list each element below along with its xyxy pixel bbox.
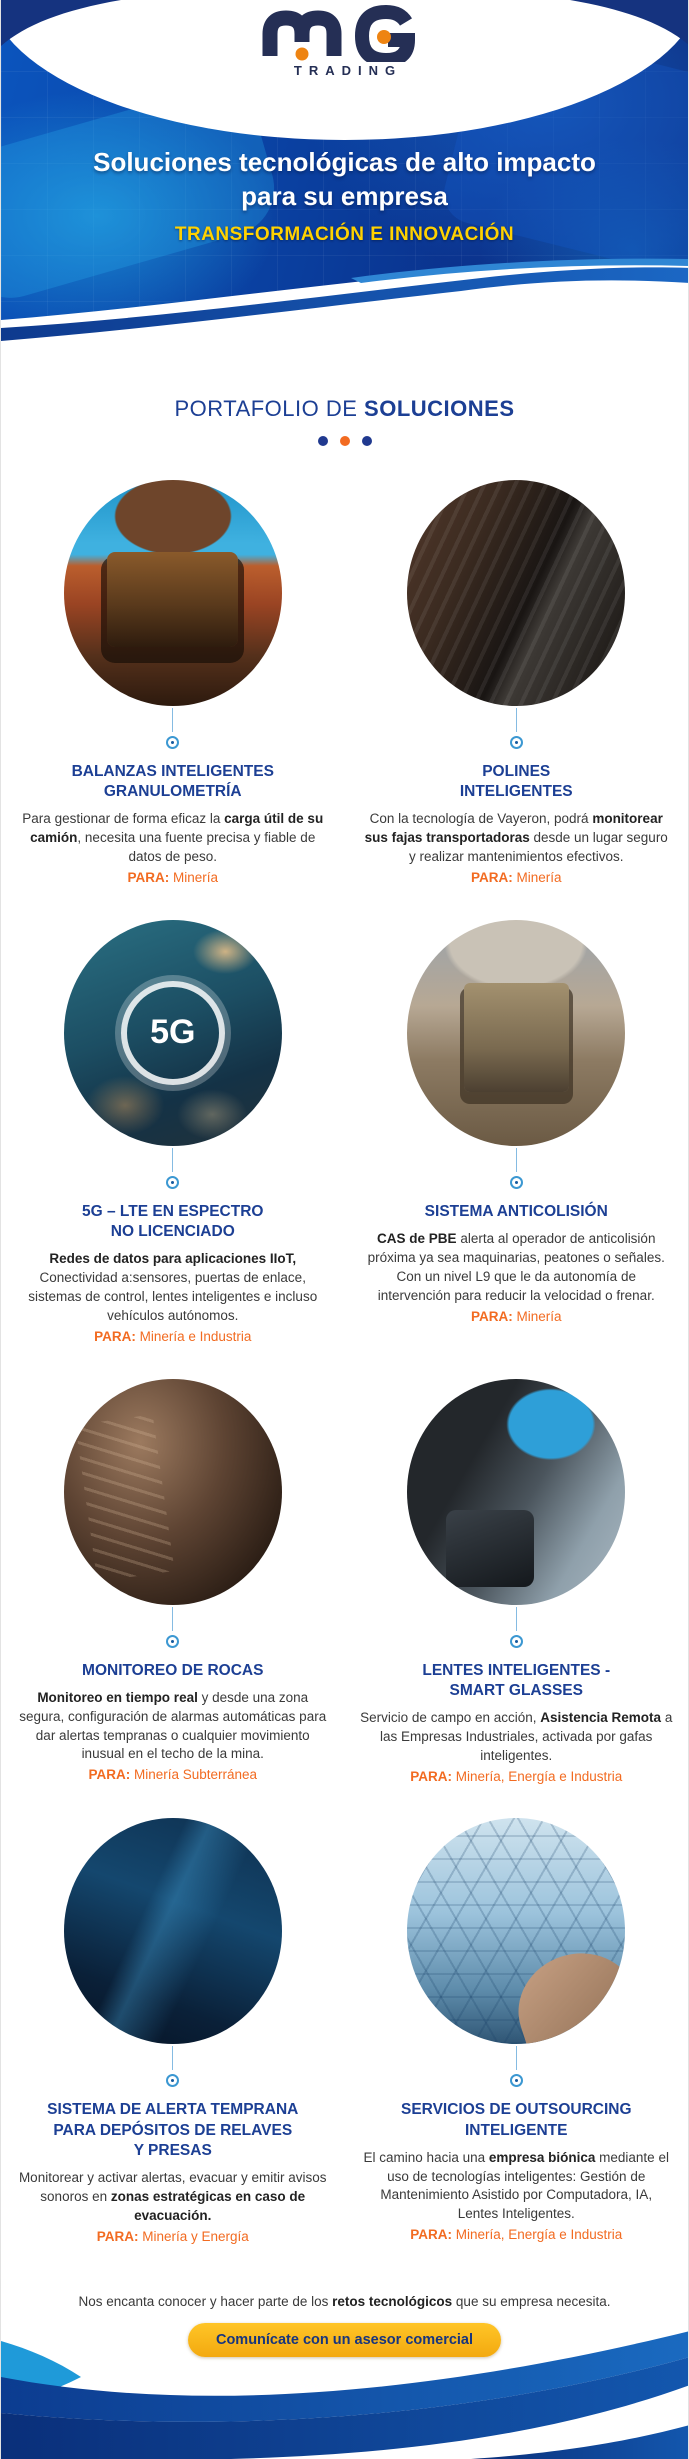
solution-title: MONITOREO DE ROCAS <box>82 1661 264 1679</box>
mining-truck-dust-photo <box>407 920 625 1146</box>
connector-line <box>172 1607 173 1631</box>
hero-title-line1: Soluciones tecnológicas de alto impacto <box>93 147 596 177</box>
connector-line <box>172 1148 173 1172</box>
solution-card <box>345 1818 689 2264</box>
solution-target <box>360 2226 674 2245</box>
para-value: Minería, Energía e Industria <box>455 1768 623 1784</box>
solution-card <box>345 480 689 906</box>
connector-dot-icon <box>166 736 179 749</box>
connector-dot-icon <box>166 2074 179 2087</box>
hero-bottom-wave <box>1 256 688 348</box>
para-value: Minería y Energía <box>142 2228 249 2244</box>
portfolio-heading <box>1 396 688 422</box>
footer <box>1 2288 688 2459</box>
solution-description: Para gestionar de forma eficaz la carga útil de su camión, necesita una fuente precisa y fiable de datos de peso. <box>22 811 324 865</box>
solution-target <box>360 1768 674 1787</box>
hero-content <box>1 146 688 246</box>
dot-icon <box>318 436 328 446</box>
hero-banner <box>1 0 688 348</box>
solution-description: Servicio de campo en acción, Asistencia Remota a las Empresas Industriales, activada por gafas inteligentes. <box>360 1709 673 1763</box>
connector-line <box>516 1607 517 1631</box>
solution-title: SERVICIOS DE OUTSOURCING INTELIGENTE <box>400 2101 632 2139</box>
para-label: PARA: <box>94 1328 136 1344</box>
para-label: PARA: <box>470 1308 513 1324</box>
solution-description: Monitorear y activar alertas, evacuar y emitir avisos sonoros en zonas estratégicas en caso de evacuación. <box>18 2169 327 2223</box>
connector-dot-icon <box>166 1176 179 1189</box>
heading-dots <box>1 436 688 446</box>
para-label: PARA: <box>88 1767 131 1783</box>
solution-title: POLINES INTELIGENTES <box>459 763 573 801</box>
solutions-grid <box>1 452 688 2274</box>
solution-card <box>345 1379 689 1805</box>
connector-dot-icon <box>166 1635 179 1648</box>
connector-line <box>172 708 173 732</box>
solution-card <box>1 1818 345 2264</box>
solution-title: SISTEMA ANTICOLISIÓN <box>424 1202 608 1220</box>
solution-card <box>1 920 345 1365</box>
dot-icon <box>362 436 372 446</box>
para-label: PARA: <box>127 869 170 885</box>
solution-card <box>1 480 345 906</box>
connector-line <box>516 2046 517 2070</box>
hex-tech-photo <box>407 1818 625 2044</box>
hero-title-line2: para su empresa <box>241 180 448 211</box>
connector-line <box>172 2046 173 2070</box>
smart-glasses-photo <box>407 1379 625 1605</box>
portfolio-section <box>1 348 688 2274</box>
solution-target <box>16 1766 330 1785</box>
portfolio-heading-bold: SOLUCIONES <box>364 396 515 421</box>
solution-card <box>1 1379 345 1805</box>
solution-description: CAS de PBE alerta al operador de anticolisión próxima ya sea maquinarias, peatones o señales. Con un nivel L9 que le da autonomía de intervención para reducir la velocidad o frenar. <box>367 1230 665 1303</box>
mine-tunnel-photo <box>64 1379 282 1605</box>
contact-advisor-button[interactable]: Comunícate con un asesor comercial <box>188 2323 501 2357</box>
conveyor-belt-photo <box>407 480 625 706</box>
solution-target <box>16 2228 330 2247</box>
solution-description: Monitoreo en tiempo real y desde una zona segura, configuración de alarmas automáticas para dar alertas tempranas o cualquier movimiento inusual en el techo de la mina. <box>19 1689 327 1762</box>
para-value: Minería <box>516 1308 562 1324</box>
solution-target <box>16 1328 330 1347</box>
solution-title: SISTEMA DE ALERTA TEMPRANA PARA DEPÓSITOS DE RELAVES Y PRESAS <box>47 2101 299 2159</box>
solution-target <box>360 869 674 888</box>
solution-description: El camino hacia una empresa biónica mediante el uso de tecnologías inteligentes: Gestión de Mantenimiento Asistido por Computadora, IA, Lentes Inteligentes. <box>363 2149 669 2222</box>
para-label: PARA: <box>410 1768 452 1784</box>
connector-dot-icon <box>510 2074 523 2087</box>
connector-line <box>516 1148 517 1172</box>
portfolio-heading-regular: PORTAFOLIO DE <box>174 396 365 421</box>
logo-subtitle: TRADING <box>293 63 403 78</box>
fiveg-network-photo <box>64 920 282 1146</box>
para-label: PARA: <box>96 2228 139 2244</box>
para-value: Minería <box>516 869 562 885</box>
solution-title: 5G – LTE EN ESPECTRO NO LICENCIADO <box>82 1202 264 1240</box>
hero-tagline: TRANSFORMACIÓN E INNOVACIÓN <box>174 223 515 245</box>
para-label: PARA: <box>410 2227 452 2243</box>
solution-card <box>345 920 689 1365</box>
brand-logo <box>1 4 688 78</box>
connector-dot-icon <box>510 736 523 749</box>
solution-description: Redes de datos para aplicaciones IIoT, Conectividad a:sensores, puertas de enlace, sistemas de control, lentes inteligentes e incluso vehículos autónomos. <box>28 1251 318 1323</box>
hero-title <box>1 146 688 214</box>
solution-target <box>16 869 330 888</box>
tailings-dam-photo <box>64 1818 282 2044</box>
connector-line <box>516 708 517 732</box>
solution-target <box>360 1308 674 1327</box>
image-5g-badge: 5G <box>121 981 225 1085</box>
dot-icon <box>340 436 350 446</box>
connector-dot-icon <box>510 1176 523 1189</box>
solution-description: Con la tecnología de Vayeron, podrá monitorear sus fajas transportadoras desde un lugar seguro y realizar mantenimientos efectivos. <box>364 811 668 865</box>
para-value: Minería Subterránea <box>133 1767 258 1783</box>
solution-title: BALANZAS INTELIGENTES GRANULOMETRÍA <box>71 763 274 801</box>
connector-dot-icon <box>510 1635 523 1648</box>
para-value: Minería, Energía e Industria <box>455 2227 623 2243</box>
para-value: Minería e Industria <box>139 1328 252 1344</box>
solution-title: LENTES INTELIGENTES - SMART GLASSES <box>422 1661 611 1699</box>
mg-logo-icon <box>256 4 434 62</box>
para-value: Minería <box>173 869 219 885</box>
closing-text: Nos encanta conocer y hacer parte de los retos tecnológicos que su empresa necesita. <box>78 2294 611 2310</box>
para-label: PARA: <box>470 869 513 885</box>
mining-truck-ore-photo <box>64 480 282 706</box>
